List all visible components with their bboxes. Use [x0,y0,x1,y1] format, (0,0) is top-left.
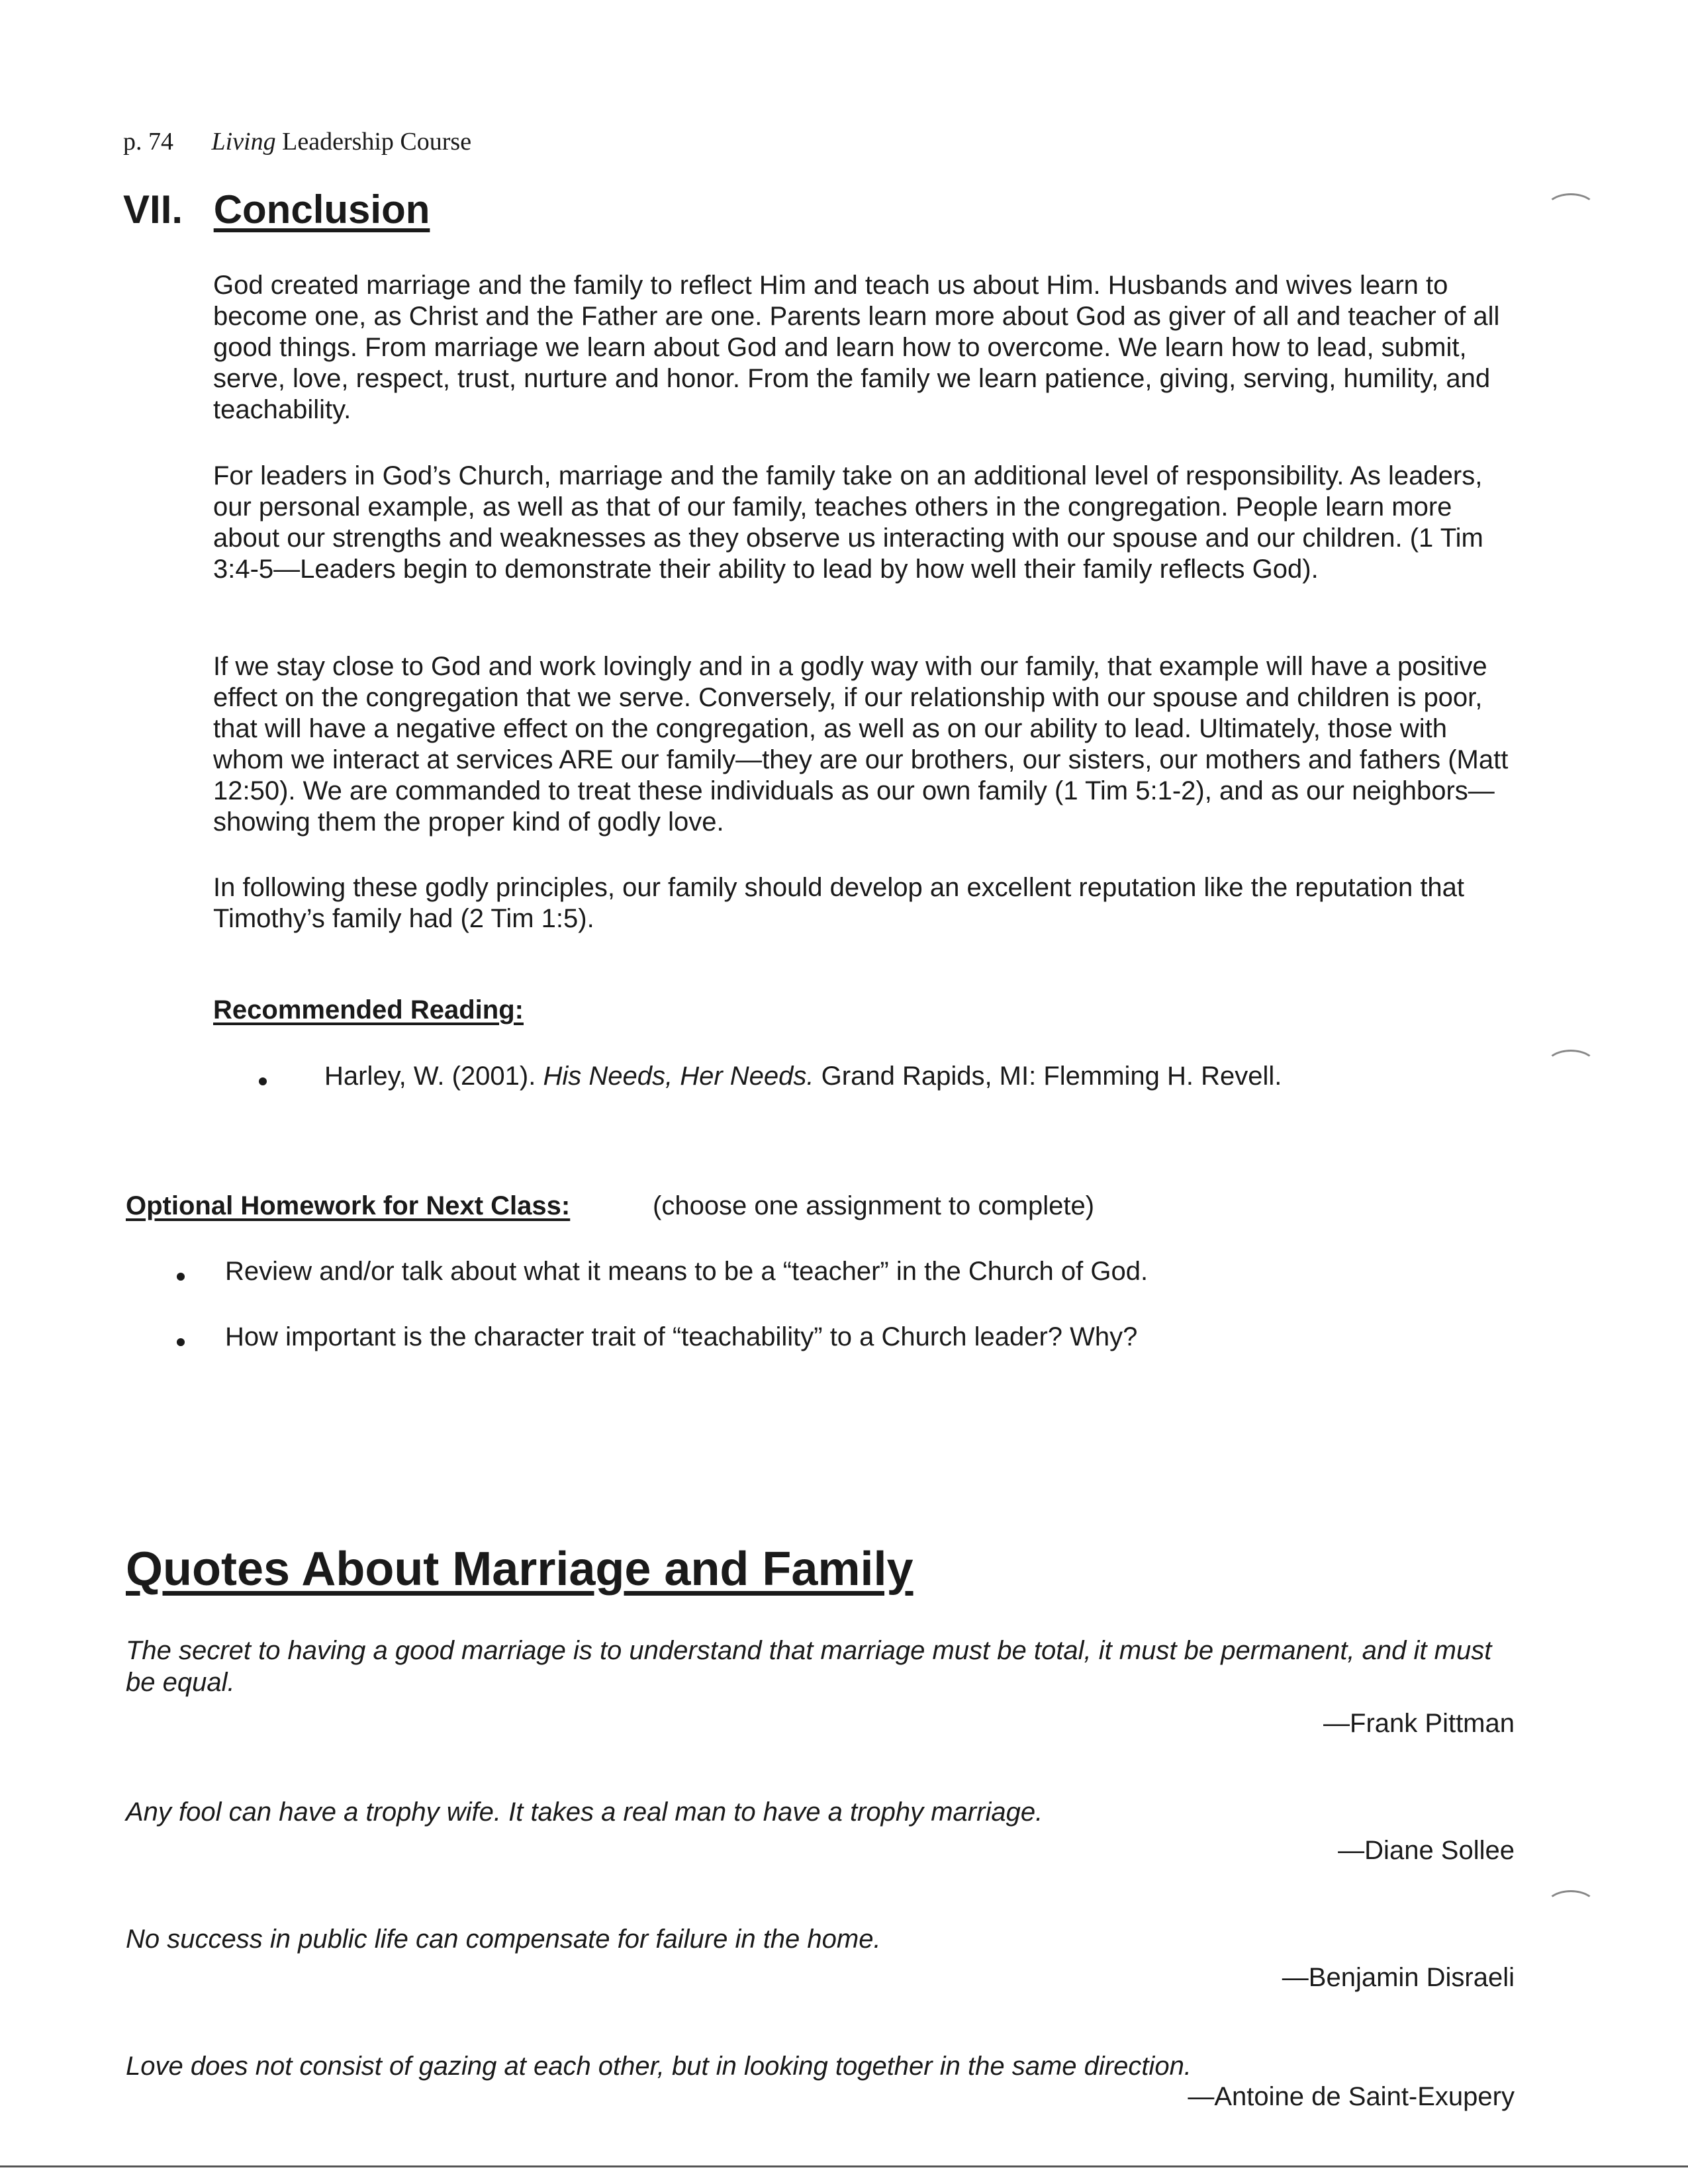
course-name-italic: Living [211,128,276,156]
quotes-title: Quotes About Marriage and Family [126,1543,914,1596]
homework-item: How important is the character trait of “teachability” to a Church leader? Why? [225,1322,1138,1351]
body-paragraph: God created marriage and the family to reflect Him and teach us about Him. Husbands and wives learn to become one, as Christ and the Father are one. Parents learn more about God as giver of all and teacher of all good things. From marriage we learn about God and learn how to overcome. We learn how to lead, submit, serve, love, respect, trust, nurture and honor. From the family we learn patience, giving, serving, humility, and teachability. [213,271,1500,424]
reading-title: His Needs, Her Needs. [543,1062,814,1091]
page-edge-line [0,2165,1688,2167]
quote-text: Any fool can have a trophy wife. It takes a real man to have a trophy marriage. [126,1797,1043,1827]
bullet-icon [177,1273,185,1281]
homework-note: (choose one assignment to complete) [653,1191,1095,1220]
section-number: VII. [123,187,183,232]
body-paragraph: If we stay close to God and work lovingly and in a godly way with our family, that example will have a positive effect on the congregation that we serve. Conversely, if our relationship with our spouse and children is poor, that will have a negative effect on the congregation, as well as on our ability to lead. Ultimately, those with whom we interact at services ARE our family—they are our brothers, our sisters, our mothers and fathers (Matt 12:50). We are commanded to treat these individuals as our own family (1 Tim 5:1-2), and as our neighbors—showing them the proper kind of godly love. [213,652,1509,837]
bullet-icon [177,1338,185,1346]
page-number: p. 74 [123,128,173,156]
running-head [123,127,471,156]
section-title: Conclusion [213,187,430,232]
quote-author: —Frank Pittman [1323,1709,1515,1738]
quote-text: No success in public life can compensate for failure in the home. [126,1925,881,1954]
recommended-reading-item [324,1062,1282,1091]
quote-text: The secret to having a good marriage is to understand that marriage must be total, it must be permanent, and it must be equal. [126,1636,1492,1697]
homework-heading: Optional Homework for Next Class: [126,1191,571,1220]
body-paragraph: For leaders in God’s Church, marriage and the family take on an additional level of responsibility. As leaders, our personal example, as well as that of our family, teaches others in the congregation. People learn more about our strengths and weaknesses as they observe us interacting with our spouse and our children. (1 Tim 3:4-5—Leaders begin to demonstrate their ability to lead by how well their family reflects God). [213,461,1483,584]
body-paragraph: In following these godly principles, our family should develop an excellent reputation like the reputation that Timothy’s family had (2 Tim 1:5). [213,873,1465,933]
reading-author: Harley, W. (2001). [324,1062,536,1091]
punch-hole-mark [1546,1890,1596,1921]
quote-author: —Diane Sollee [1338,1836,1515,1865]
quote-author: —Benjamin Disraeli [1282,1963,1515,1992]
homework-item: Review and/or talk about what it means to be a “teacher” in the Church of God. [225,1257,1149,1286]
quote-text: Love does not consist of gazing at each other, but in looking together in the same direction. [126,2052,1192,2081]
recommended-reading-heading: Recommended Reading: [213,995,524,1024]
reading-publisher: Grand Rapids, MI: Flemming H. Revell. [821,1062,1282,1091]
quote-author: —Antoine de Saint-Exupery [1188,2082,1515,2111]
punch-hole-mark [1546,1050,1596,1080]
punch-hole-mark [1546,193,1596,224]
bullet-icon [259,1077,267,1085]
section-heading [123,187,430,232]
course-name: Leadership Course [282,128,472,156]
